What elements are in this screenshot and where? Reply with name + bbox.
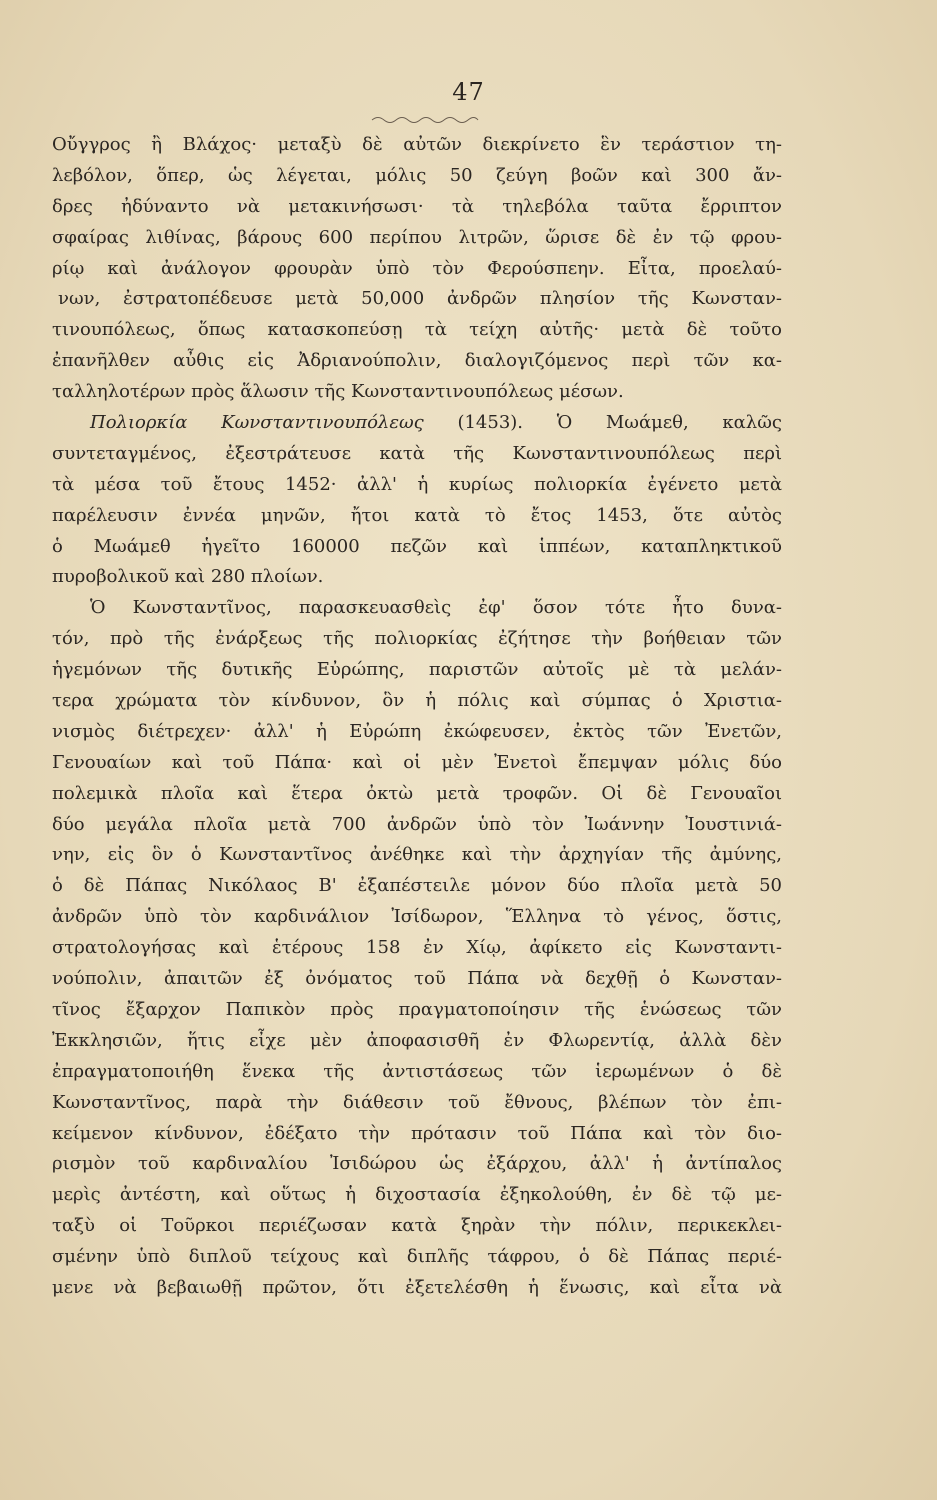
text-line: [52, 439, 782, 470]
text-line: [52, 532, 782, 563]
text-line: [52, 624, 782, 655]
text-line: [52, 161, 782, 192]
text-line: [52, 933, 782, 964]
line-text: ρίῳ καὶ ἀνάλογον φρουρὰν ὑπὸ τὸν Φερούσπεην. Εἶτα, προελαύ-: [52, 257, 782, 279]
line-text: συντεταγμένος, ἐξεστράτευσε κατὰ τῆς Κωνσταντινουπόλεως περὶ: [52, 442, 782, 464]
line-text: λεβόλον, ὅπερ, ὡς λέγεται, μόλις 50 ζεύγη βοῶν καὶ 300 ἄν-: [52, 164, 782, 186]
line-text: τῖνος ἔξαρχον Παπικὸν πρὸς πραγματοποίησιν τῆς ἑνώσεως τῶν: [52, 998, 782, 1020]
line-text: Οὔγγρος ἢ Βλάχος· μεταξὺ δὲ αὐτῶν διεκρίνετο ἓν τεράστιον τη-: [52, 134, 782, 155]
text-line: [52, 995, 782, 1026]
section-heading: Πολιορκία Κωνσταντινουπόλεως: [90, 412, 424, 434]
line-text: νων, ἐστρατοπέδευσε μετὰ 50,000 ἀνδρῶν πλησίον τῆς Κωνσταν-: [58, 288, 782, 310]
text-line: [52, 1026, 782, 1057]
text-line: [52, 284, 782, 315]
text-line: [52, 377, 782, 408]
text-line: [52, 470, 782, 501]
page-number: 47: [452, 78, 485, 106]
text-line: [52, 562, 782, 593]
text-line: [52, 748, 782, 779]
line-text: τινουπόλεως, ὅπως κατασκοπεύσῃ τὰ τείχη αὐτῆς· μετὰ δὲ τοῦτο: [52, 319, 782, 341]
text-line: [52, 902, 782, 933]
line-text: ὁ δὲ Πάπας Νικόλαος Β' ἐξαπέστειλε μόνον δύο πλοῖα μετὰ 50: [52, 875, 782, 897]
line-text: ὁ Μωάμεθ ἡγεῖτο 160000 πεζῶν καὶ ἱππέων, καταπληκτικοῦ: [52, 535, 782, 557]
text-line: [52, 717, 782, 748]
text-line: [52, 1088, 782, 1119]
text-line: [52, 1119, 782, 1150]
line-text: Κωνσταντῖνος, παρὰ τὴν διάθεσιν τοῦ ἔθνους, βλέπων τὸν ἐπι-: [52, 1091, 782, 1113]
line-text: νούπολιν, ἀπαιτῶν ἐξ ὀνόματος τοῦ Πάπα νὰ δεχθῇ ὁ Κωνσταν-: [52, 968, 782, 990]
text-line: [52, 593, 782, 624]
line-text: ἀνδρῶν ὑπὸ τὸν καρδινάλιον Ἰσίδωρον, Ἕλληνα τὸ γένος, ὅστις,: [52, 906, 782, 928]
text-line: [52, 779, 782, 810]
line-text: νην, εἰς ὃν ὁ Κωνσταντῖνος ἀνέθηκε καὶ τὴν ἀρχηγίαν τῆς ἀμύνης,: [52, 844, 782, 866]
text-line: [52, 840, 782, 871]
text-line: [52, 1180, 782, 1211]
line-text: δύο μεγάλα πλοῖα μετὰ 700 ἀνδρῶν ὑπὸ τὸν Ἰωάννην Ἰουστινιά-: [52, 813, 782, 835]
line-text: ἐπανῆλθεν αὖθις εἰς Ἀδριανούπολιν, διαλογιζόμενος περὶ τῶν κα-: [52, 350, 782, 372]
text-line: [52, 315, 782, 346]
line-text: στρατολογήσας καὶ ἑτέρους 158 ἐν Χίῳ, ἀφίκετο εἰς Κωνσταντι-: [52, 937, 782, 959]
line-text: ἐπραγματοποιήθη ἕνεκα τῆς ἀντιστάσεως τῶν ἱερωμένων ὁ δὲ: [52, 1060, 782, 1082]
line-text: πυροβολικοῦ καὶ 280 πλοίων.: [52, 566, 324, 588]
line-text: σφαίρας λιθίνας, βάρους 600 περίπου λιτρῶν, ὥρισε δὲ ἐν τῷ φρου-: [52, 226, 782, 248]
text-line: [52, 192, 782, 223]
line-text: παρέλευσιν ἐννέα μηνῶν, ἤτοι κατὰ τὸ ἔτος 1453, ὅτε αὐτὸς: [52, 504, 782, 526]
ornament-divider: [370, 114, 480, 124]
line-text: τερα χρώματα τὸν κίνδυνον, ὃν ἡ πόλις καὶ σύμπας ὁ Χριστια-: [52, 690, 782, 712]
line-text: ρισμὸν τοῦ καρδιναλίου Ἰσιδώρου ὡς ἐξάρχου, ἀλλ' ἡ ἀντίπαλος: [52, 1153, 782, 1175]
text-line: [52, 130, 782, 161]
line-text: πολεμικὰ πλοῖα καὶ ἕτερα ὀκτὼ μετὰ τροφῶν. Οἱ δὲ Γενουαῖοι: [52, 782, 782, 804]
line-text: μερὶς ἀντέστη, καὶ οὕτως ἡ διχοστασία ἐξηκολούθη, ἐν δὲ τῷ με-: [52, 1184, 782, 1206]
text-line: [52, 1211, 782, 1242]
line-text: ταξὺ οἱ Τοῦρκοι περιέζωσαν κατὰ ξηρὰν τὴν πόλιν, περικεκλει-: [52, 1215, 782, 1237]
line-text: Ὁ Κωνσταντῖνος, παρασκευασθεὶς ἐφ' ὅσον τότε ἦτο δυνα-: [90, 597, 782, 619]
line-text: (1453). Ὁ Μωάμεθ, καλῶς: [423, 412, 782, 434]
text-line: [52, 871, 782, 902]
line-text: κείμενον κίνδυνον, ἐδέξατο τὴν πρότασιν τοῦ Πάπα καὶ τὸν διο-: [52, 1122, 782, 1144]
line-text: ταλληλοτέρων πρὸς ἅλωσιν τῆς Κωνσταντινουπόλεως μέσων.: [52, 381, 624, 403]
text-line: [52, 408, 782, 439]
line-text: νισμὸς διέτρεχεν· ἀλλ' ἡ Εὐρώπη ἐκώφευσεν, ἐκτὸς τῶν Ἐνετῶν,: [52, 720, 782, 742]
text-line: [52, 964, 782, 995]
text-line: [52, 223, 782, 254]
body-text: [52, 130, 782, 1304]
line-text: τὰ μέσα τοῦ ἔτους 1452· ἀλλ' ἡ κυρίως πολιορκία ἐγένετο μετὰ: [52, 473, 782, 495]
line-text: μενε νὰ βεβαιωθῇ πρῶτον, ὅτι ἐξετελέσθη ἡ ἕνωσις, καὶ εἶτα νὰ: [52, 1276, 782, 1298]
text-line: [52, 810, 782, 841]
line-text: δρες ἠδύναντο νὰ μετακινήσωσι· τὰ τηλεβόλα ταῦτα ἔρριπτον: [52, 195, 782, 217]
text-line: [52, 346, 782, 377]
line-text: ἡγεμόνων τῆς δυτικῆς Εὐρώπης, παριστῶν αὐτοῖς μὲ τὰ μελάν-: [52, 659, 782, 681]
line-text: σμένην ὑπὸ διπλοῦ τείχους καὶ διπλῆς τάφρου, ὁ δὲ Πάπας περιέ-: [52, 1246, 782, 1268]
text-line: [52, 1273, 782, 1304]
text-line: [52, 655, 782, 686]
line-text: Γενουαίων καὶ τοῦ Πάπα· καὶ οἱ μὲν Ἐνετοὶ ἔπεμψαν μόλις δύο: [52, 751, 782, 773]
text-line: [52, 686, 782, 717]
text-line: [52, 1057, 782, 1088]
text-line: [52, 1149, 782, 1180]
text-line: [52, 501, 782, 532]
line-text: τόν, πρὸ τῆς ἐνάρξεως τῆς πολιορκίας ἐζήτησε τὴν βοήθειαν τῶν: [52, 628, 782, 650]
text-line: [52, 254, 782, 285]
line-text: Ἐκκλησιῶν, ἥτις εἶχε μὲν ἀποφασισθῆ ἐν Φλωρεντίᾳ, ἀλλὰ δὲν: [52, 1029, 782, 1051]
text-line: [52, 1242, 782, 1273]
